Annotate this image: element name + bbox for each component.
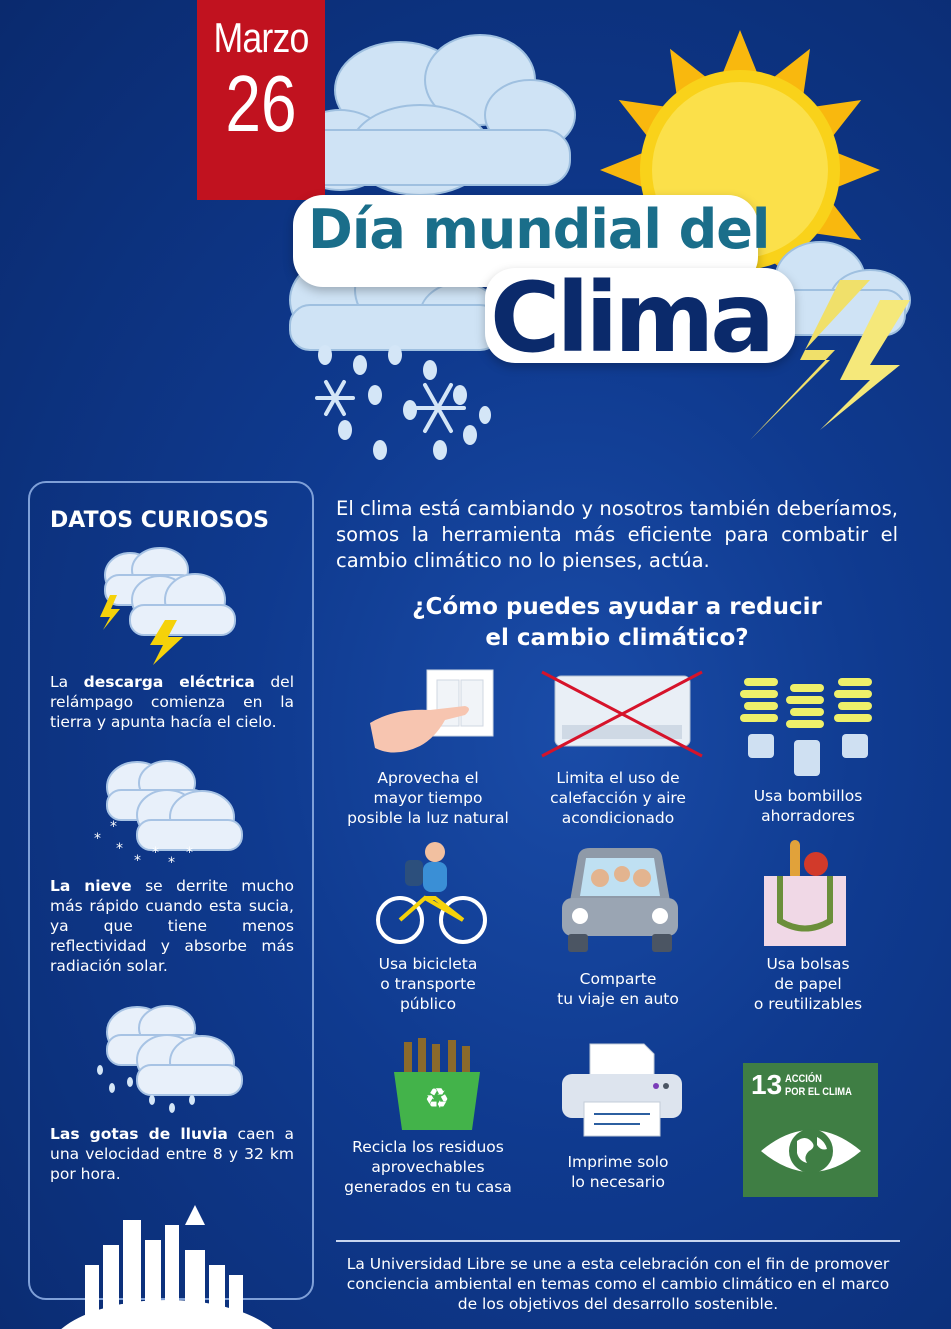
storm-cloud-icon — [95, 545, 245, 670]
tip-carpool: Comparte tu viaje en auto — [557, 970, 679, 1008]
light-switch-icon — [365, 668, 500, 768]
cyclist-icon — [375, 838, 490, 948]
svg-text:*: * — [110, 819, 117, 835]
footer-text: La Universidad Libre se une a esta celebración con el fin de promover conciencia ambiental en temas como el cambio climático en el marco de los objetivos del desarrollo sostenible. — [346, 1255, 890, 1313]
svg-text:*: * — [186, 845, 193, 861]
page-title-line1: Día mundial del — [308, 198, 770, 261]
fact-rain: Las gotas de lluvia caen a una velocidad entre 8 y 32 km por hora. — [50, 1125, 295, 1183]
cloud-icon — [290, 35, 575, 195]
page-title-line2: Clima — [490, 262, 772, 374]
svg-text:♻: ♻ — [424, 1082, 450, 1115]
svg-text:*: * — [152, 845, 159, 861]
rain-cloud-icon — [92, 1000, 247, 1115]
shopping-bag-icon — [760, 836, 850, 948]
svg-text:*: * — [94, 831, 101, 847]
svg-text:*: * — [116, 841, 123, 857]
tip-bicycle: Usa bicicleta o transporte público — [378, 955, 478, 1013]
footer-divider — [336, 1240, 900, 1242]
intro-text: El clima está cambiando y nosotros también deberíamos, somos la herramienta más eficiente para combatir el cambio climático no lo pienses, actúa. — [336, 497, 898, 572]
city-skyline-icon — [45, 1205, 290, 1329]
sdg-text: ACCIÓN POR EL CLIMA — [785, 1073, 852, 1098]
fact-lightning: La descarga eléctrica del relámpago comienza en la tierra y apunta hacía el cielo. — [50, 673, 295, 731]
air-conditioner-crossed-icon — [540, 670, 705, 760]
question-heading — [336, 592, 898, 654]
raindrops-icon — [318, 345, 491, 460]
facts-heading: DATOS CURIOSOS — [50, 508, 270, 533]
tip-bags: Usa bolsas de papel o reutilizables — [753, 955, 863, 1013]
svg-text:*: * — [168, 855, 175, 870]
snow-cloud-icon — [92, 755, 247, 870]
recycle-bin-icon — [392, 1036, 482, 1132]
carpool-icon — [560, 846, 680, 956]
printer-icon — [560, 1040, 685, 1140]
energy-saving-bulbs-icon — [738, 670, 878, 780]
eye-globe-icon — [759, 1121, 863, 1181]
tip-recycle: Recicla los residuos aprovechables generados en tu casa — [344, 1138, 512, 1196]
date-day: 26 — [225, 59, 297, 148]
sdg-number: 13 — [751, 1069, 783, 1100]
tip-print: Imprime solo lo necesario — [567, 1153, 669, 1191]
tip-natural-light: Aprovecha el mayor tiempo posible la luz natural — [347, 769, 509, 827]
date-month: Marzo — [213, 14, 309, 61]
date-badge — [197, 0, 325, 200]
fact-snow: La nieve se derrite mucho más rápido cuando esta sucia, ya que tiene menos reflectividad y absorbe más radiación solar. — [50, 877, 294, 975]
tip-heating: Limita el uso de calefacción y aire acondicionado — [550, 769, 686, 827]
tip-bulbs: Usa bombillos ahorradores — [753, 787, 863, 825]
question-line1: ¿Cómo puedes ayudar a reducir — [412, 594, 822, 620]
question-line2: el cambio climático? — [485, 625, 749, 651]
snowflake-icon — [317, 382, 464, 431]
sdg13-badge — [743, 1063, 878, 1197]
svg-text:*: * — [134, 853, 141, 869]
